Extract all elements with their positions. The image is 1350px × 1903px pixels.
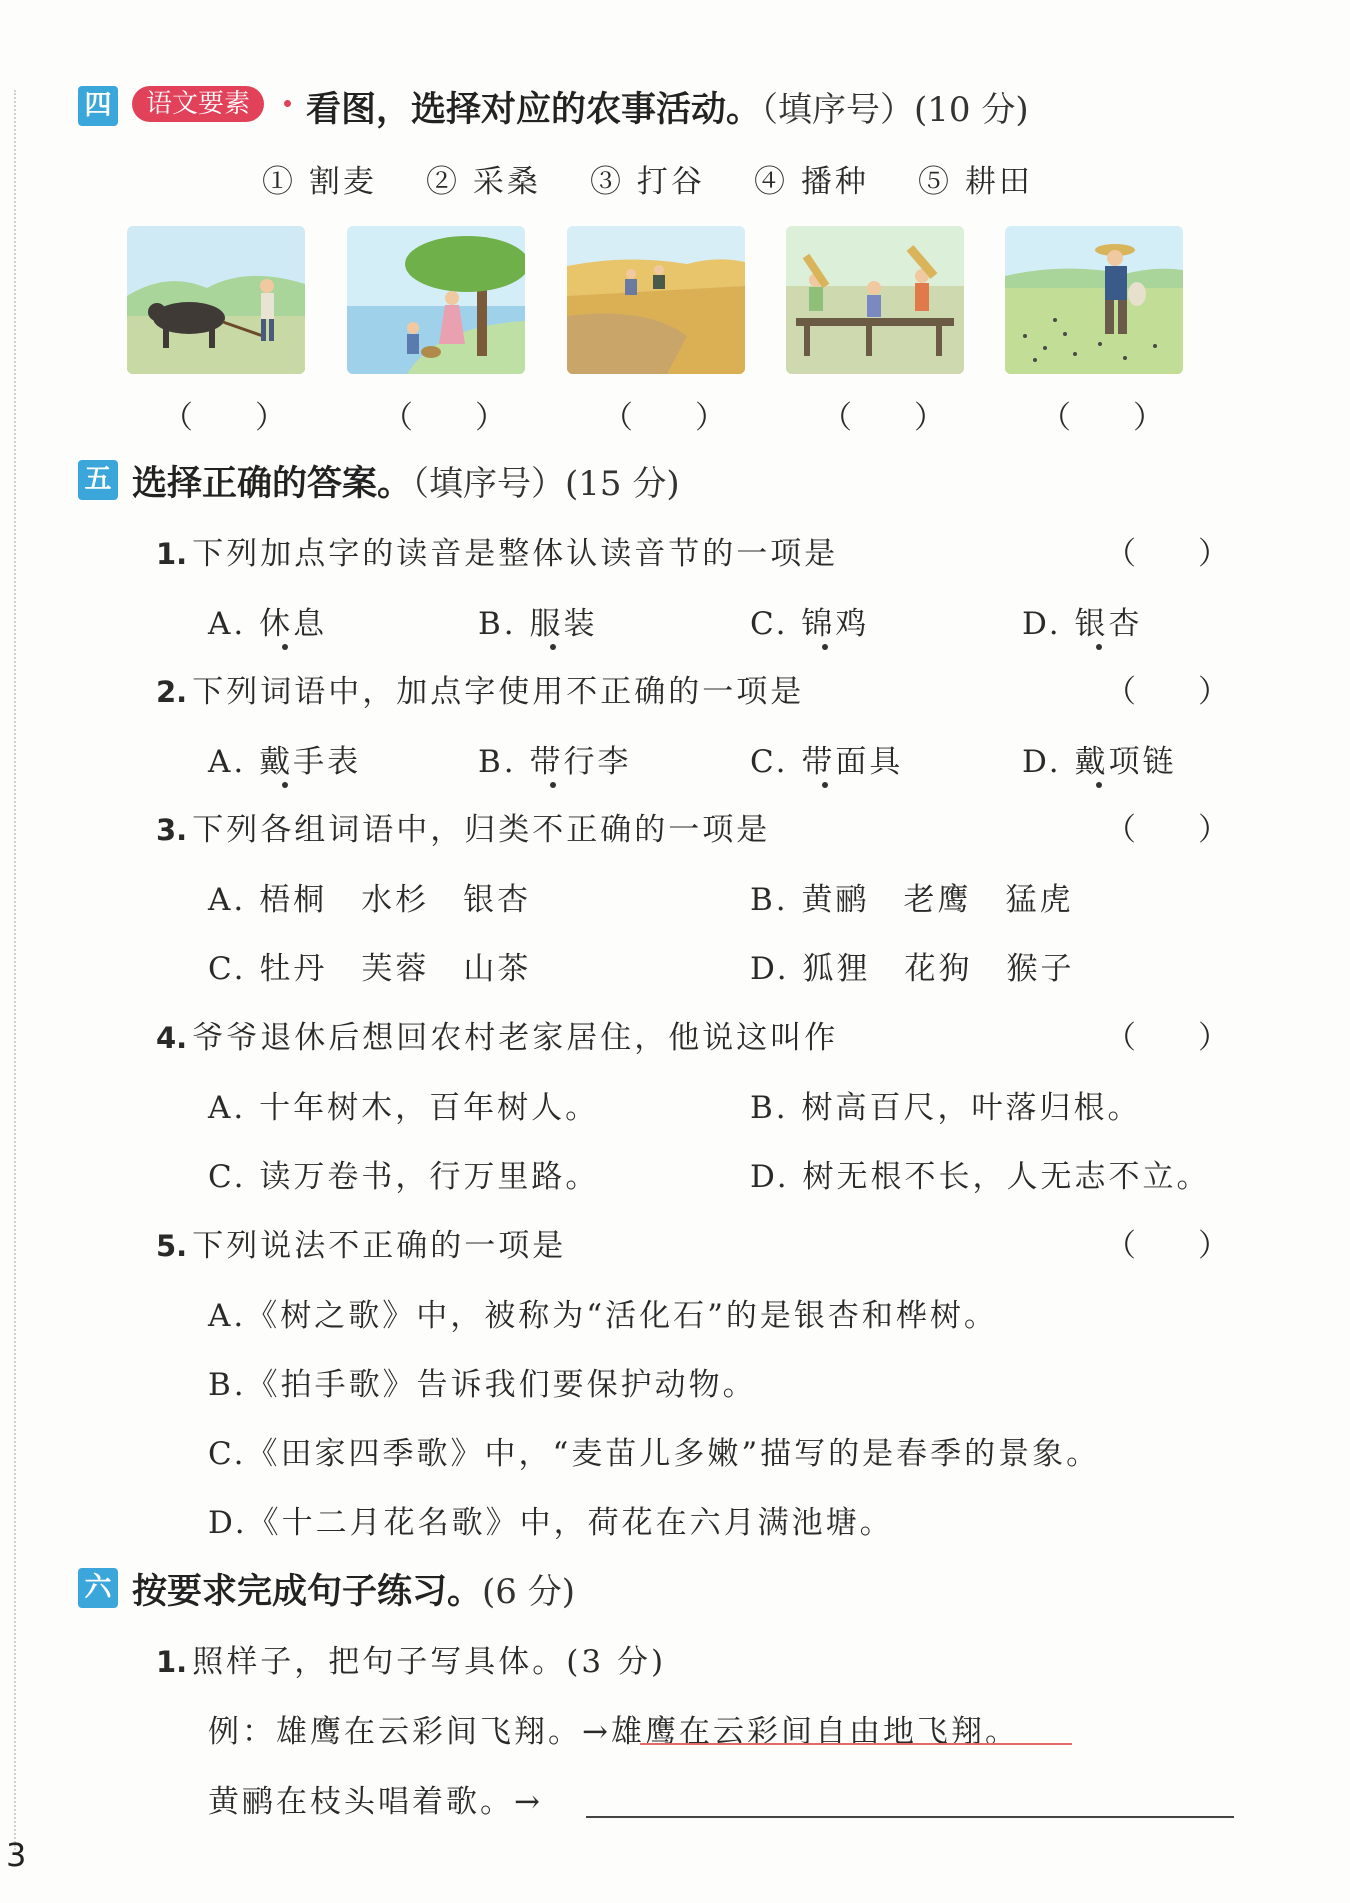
answer-paren-pic-3[interactable]: （ ） xyxy=(602,400,726,436)
section-4-title: 看图，选择对应的农事活动。 xyxy=(306,90,762,130)
emphasis-dot xyxy=(282,782,288,788)
section-6-score: (6 分) xyxy=(482,1572,575,1612)
question-4 xyxy=(156,1012,838,1057)
question-1 xyxy=(156,528,838,573)
margin-dotted-rule xyxy=(14,90,16,1850)
q4-option-c[interactable]: C. 读万卷书，行万里路。 xyxy=(208,1159,600,1195)
q2-option-c[interactable]: C. 带面具 xyxy=(750,744,904,780)
question-3-text: 下列各组词语中，归类不正确的一项是 xyxy=(192,812,771,848)
section-4-score: （填序号）(10 分) xyxy=(761,90,1029,130)
q5-option-a[interactable]: A.《树之歌》中，被称为“活化石”的是银杏和桦树。 xyxy=(208,1298,998,1334)
section-5-title: 选择正确的答案。 xyxy=(132,464,413,504)
q3-option-a[interactable]: A. 梧桐 水杉 银杏 xyxy=(208,882,532,918)
question-2 xyxy=(156,666,804,711)
answer-paren-q5[interactable]: （ ） xyxy=(1105,1228,1229,1264)
wheat-harvest-picture xyxy=(567,226,745,374)
section-6-question-1-number: 1. xyxy=(156,1645,188,1679)
q4-option-a[interactable]: A. 十年树木，百年树人。 xyxy=(208,1090,600,1126)
q2-option-d[interactable]: D. 戴项链 xyxy=(1022,744,1177,780)
question-1-text: 下列加点字的读音是整体认读音节的一项是 xyxy=(192,536,839,572)
q2-option-a[interactable]: A. 戴手表 xyxy=(208,744,362,780)
page-number: 3 xyxy=(6,1836,27,1874)
question-5-text: 下列说法不正确的一项是 xyxy=(192,1228,567,1264)
question-5 xyxy=(156,1220,566,1265)
question-5-number: 5. xyxy=(156,1229,188,1263)
question-4-number: 4. xyxy=(156,1021,188,1055)
farm-option-4: ④ 播种 xyxy=(754,164,869,200)
chinese-elements-tag: 语文要素 xyxy=(132,86,264,122)
emphasis-dot xyxy=(822,782,828,788)
section-5-score: （填序号）(15 分) xyxy=(412,464,680,504)
answer-paren-pic-4[interactable]: （ ） xyxy=(821,400,945,436)
question-2-text: 下列词语中，加点字使用不正确的一项是 xyxy=(192,674,805,710)
sowing-seeds-picture xyxy=(1005,226,1183,374)
q2-option-b[interactable]: B. 带行李 xyxy=(478,744,632,780)
answer-paren-q4[interactable]: （ ） xyxy=(1105,1020,1229,1056)
section-5-number: 五 xyxy=(78,460,118,500)
question-2-number: 2. xyxy=(156,675,188,709)
question-3 xyxy=(156,804,770,849)
question-4-text: 爷爷退休后想回农村老家居住，他说这叫作 xyxy=(192,1020,839,1056)
emphasis-dot xyxy=(1096,782,1102,788)
answer-paren-pic-5[interactable]: （ ） xyxy=(1040,400,1164,436)
q3-option-b[interactable]: B. 黄鹂 老鹰 猛虎 xyxy=(750,882,1074,918)
example-prefix: 例：雄鹰在云彩间飞翔。→ xyxy=(208,1714,611,1750)
section-6-question-1 xyxy=(156,1636,666,1681)
farm-option-2: ② 采桑 xyxy=(426,164,541,200)
farm-option-3: ③ 打谷 xyxy=(590,164,705,200)
answer-paren-pic-1[interactable]: （ ） xyxy=(162,400,286,436)
section-6-heading xyxy=(132,1564,575,1614)
q3-option-d[interactable]: D. 狐狸 花狗 猴子 xyxy=(750,951,1075,987)
section-6-title: 按要求完成句子练习。 xyxy=(132,1572,483,1612)
answer-paren-q3[interactable]: （ ） xyxy=(1105,812,1229,848)
tag-dot xyxy=(284,100,291,107)
q1-option-c[interactable]: C. 锦鸡 xyxy=(750,606,870,642)
q1-option-b[interactable]: B. 服装 xyxy=(478,606,598,642)
answer-paren-q1[interactable]: （ ） xyxy=(1105,536,1229,572)
q5-option-c[interactable]: C.《田家四季歌》中，“麦苗儿多嫩”描写的是春季的景象。 xyxy=(208,1436,1101,1472)
q5-option-b[interactable]: B.《拍手歌》告诉我们要保护动物。 xyxy=(208,1367,757,1403)
ox-plowing-field-picture xyxy=(127,226,305,374)
q4-option-d[interactable]: D. 树无根不长，人无志不立。 xyxy=(750,1159,1211,1195)
answer-blank-line[interactable] xyxy=(586,1816,1234,1818)
answer-paren-q2[interactable]: （ ） xyxy=(1105,674,1229,710)
emphasis-dot xyxy=(550,644,556,650)
emphasis-dot xyxy=(822,644,828,650)
section-5-heading xyxy=(132,456,680,506)
q1-option-d[interactable]: D. 银杏 xyxy=(1022,606,1143,642)
example-answer-underline xyxy=(640,1743,1072,1745)
emphasis-dot xyxy=(282,644,288,650)
exercise-sentence: 黄鹂在枝头唱着歌。→ xyxy=(208,1784,543,1820)
answer-paren-pic-2[interactable]: （ ） xyxy=(382,400,506,436)
picking-mulberry-leaves-picture xyxy=(347,226,525,374)
example-answer: 雄鹰在云彩间自由地飞翔。 xyxy=(610,1714,1019,1750)
section-4-number: 四 xyxy=(78,86,118,126)
section-6-question-1-text: 照样子，把句子写具体。(3 分) xyxy=(192,1644,667,1680)
threshing-grain-picture xyxy=(786,226,964,374)
emphasis-dot xyxy=(550,782,556,788)
emphasis-dot xyxy=(1096,644,1102,650)
q5-option-d[interactable]: D.《十二月花名歌》中，荷花在六月满池塘。 xyxy=(208,1505,894,1541)
section-6-number: 六 xyxy=(78,1568,118,1608)
section-4-heading xyxy=(306,82,1029,132)
farm-option-1: ① 割麦 xyxy=(262,164,377,200)
farm-option-5: ⑤ 耕田 xyxy=(918,164,1033,200)
question-3-number: 3. xyxy=(156,813,188,847)
q3-option-c[interactable]: C. 牡丹 芙蓉 山茶 xyxy=(208,951,532,987)
question-1-number: 1. xyxy=(156,537,188,571)
q4-option-b[interactable]: B. 树高百尺，叶落归根。 xyxy=(750,1090,1142,1126)
q1-option-a[interactable]: A. 休息 xyxy=(208,606,328,642)
